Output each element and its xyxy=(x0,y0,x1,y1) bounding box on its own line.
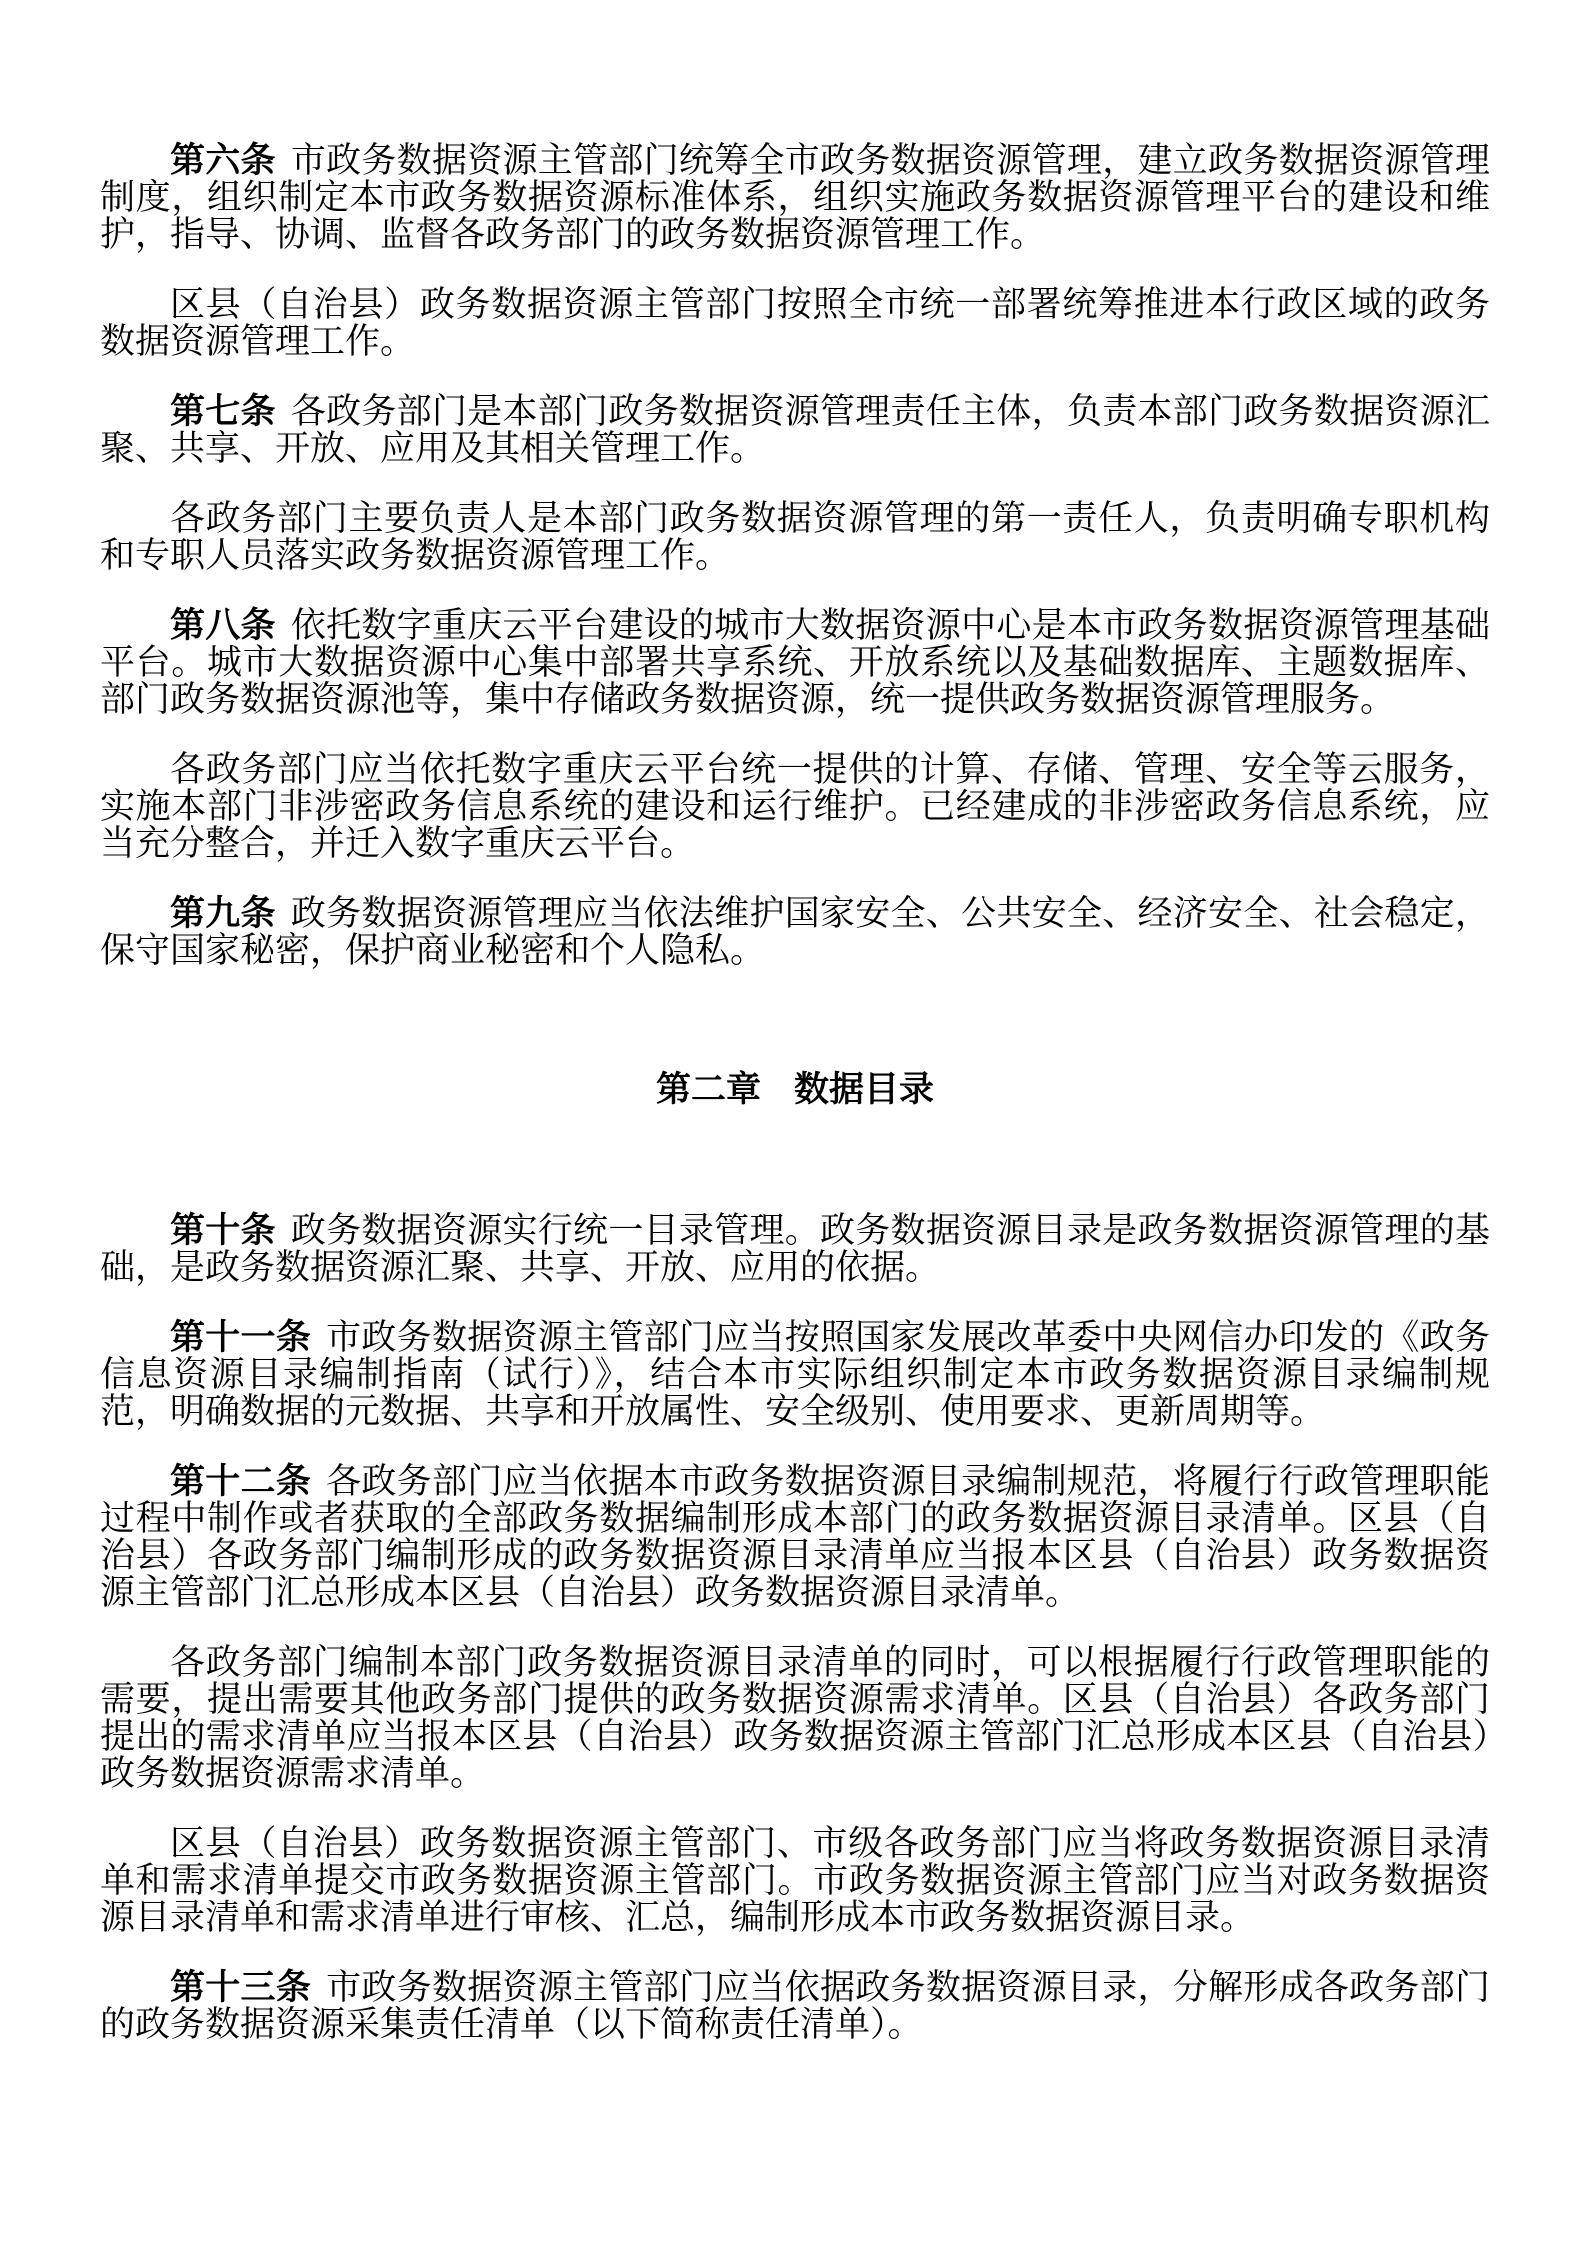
article-number: 第八条 xyxy=(170,606,276,645)
paragraph-text: 市政务数据资源主管部门应当按照国家发展改革委中央网信办印发的《政务信息资源目录编制指南（试行）》，结合本市实际组织制定本市政务数据资源目录编制规范，明确数据的元数据、共享和开放属性、安全级别、使用要求、更新周期等。 xyxy=(100,1318,1490,1431)
article-paragraph xyxy=(100,1969,1490,2043)
paragraph-text: 各政务部门编制本部门政务数据资源目录清单的同时，可以根据履行行政管理职能的需要，提出需要其他政务部门提供的政务数据资源需求清单。区县（自治县）各政务部门提出的需求清单应当报本区县（自治县）政务数据资源主管部门汇总形成本区县（自治县）政务数据资源需求清单。 xyxy=(100,1643,1490,1793)
body-paragraph xyxy=(100,500,1490,574)
article-paragraph xyxy=(100,1212,1490,1286)
paragraph-text: 政务数据资源实行统一目录管理。政务数据资源目录是政务数据资源管理的基础，是政务数据资源汇聚、共享、开放、应用的依据。 xyxy=(100,1211,1490,1287)
article-paragraph xyxy=(100,607,1490,718)
body-paragraph xyxy=(100,1825,1490,1936)
chapter-heading xyxy=(100,1071,1490,1108)
article-number: 第七条 xyxy=(170,392,276,431)
body-paragraph xyxy=(100,751,1490,862)
body-paragraph xyxy=(100,286,1490,360)
article-paragraph xyxy=(100,142,1490,253)
document-content xyxy=(100,142,1490,2043)
paragraph-text: 政务数据资源管理应当依法维护国家安全、公共安全、经济安全、社会稳定，保守国家秘密，保护商业秘密和个人隐私。 xyxy=(100,894,1490,970)
paragraph-text: 各政务部门是本部门政务数据资源管理责任主体，负责本部门政务数据资源汇聚、共享、开放、应用及其相关管理工作。 xyxy=(100,392,1490,468)
article-paragraph xyxy=(100,1319,1490,1430)
article-number: 第十一条 xyxy=(170,1318,312,1357)
paragraph-text: 市政务数据资源主管部门应当依据政务数据资源目录，分解形成各政务部门的政务数据资源采集责任清单（以下简称责任清单）。 xyxy=(100,1968,1490,2044)
paragraph-text: 区县（自治县）政务数据资源主管部门、市级各政务部门应当将政务数据资源目录清单和需求清单提交市政务数据资源主管部门。市政务数据资源主管部门应当对政务数据资源目录清单和需求清单进行审核、汇总，编制形成本市政务数据资源目录。 xyxy=(100,1824,1490,1937)
paragraph-text: 区县（自治县）政务数据资源主管部门按照全市统一部署统筹推进本行政区域的政务数据资源管理工作。 xyxy=(100,285,1490,361)
paragraph-text: 市政务数据资源主管部门统筹全市政务数据资源管理，建立政务数据资源管理制度，组织制定本市政务数据资源标准体系，组织实施政务数据资源管理平台的建设和维护，指导、协调、监督各政务部门的政务数据资源管理工作。 xyxy=(100,141,1490,254)
body-paragraph xyxy=(100,1644,1490,1792)
paragraph-text: 各政务部门应当依托数字重庆云平台统一提供的计算、存储、管理、安全等云服务，实施本部门非涉密政务信息系统的建设和运行维护。已经建成的非涉密政务信息系统，应当充分整合，并迁入数字重庆云平台。 xyxy=(100,750,1490,863)
paragraph-text: 依托数字重庆云平台建设的城市大数据资源中心是本市政务数据资源管理基础平台。城市大数据资源中心集中部署共享系统、开放系统以及基础数据库、主题数据库、部门政务数据资源池等，集中存储政务数据资源，统一提供政务数据资源管理服务。 xyxy=(100,606,1490,719)
article-paragraph xyxy=(100,895,1490,969)
article-number: 第十条 xyxy=(170,1211,276,1250)
paragraph-text: 各政务部门主要负责人是本部门政务数据资源管理的第一责任人，负责明确专职机构和专职人员落实政务数据资源管理工作。 xyxy=(100,499,1490,575)
article-number: 第九条 xyxy=(170,894,276,933)
chapter-title: 数据目录 xyxy=(794,1070,935,1109)
article-paragraph xyxy=(100,393,1490,467)
article-number: 第十三条 xyxy=(170,1968,312,2007)
chapter-number: 第二章 xyxy=(655,1070,761,1109)
article-number: 第六条 xyxy=(170,141,276,180)
paragraph-text: 各政务部门应当依据本市政务数据资源目录编制规范，将履行行政管理职能过程中制作或者获取的全部政务数据编制形成本部门的政务数据资源目录清单。区县（自治县）各政务部门编制形成的政务数据资源目录清单应当报本区县（自治县）政务数据资源主管部门汇总形成本区县（自治县）政务数据资源目录清单。 xyxy=(100,1462,1490,1612)
article-number: 第十二条 xyxy=(170,1462,312,1501)
article-paragraph xyxy=(100,1463,1490,1611)
